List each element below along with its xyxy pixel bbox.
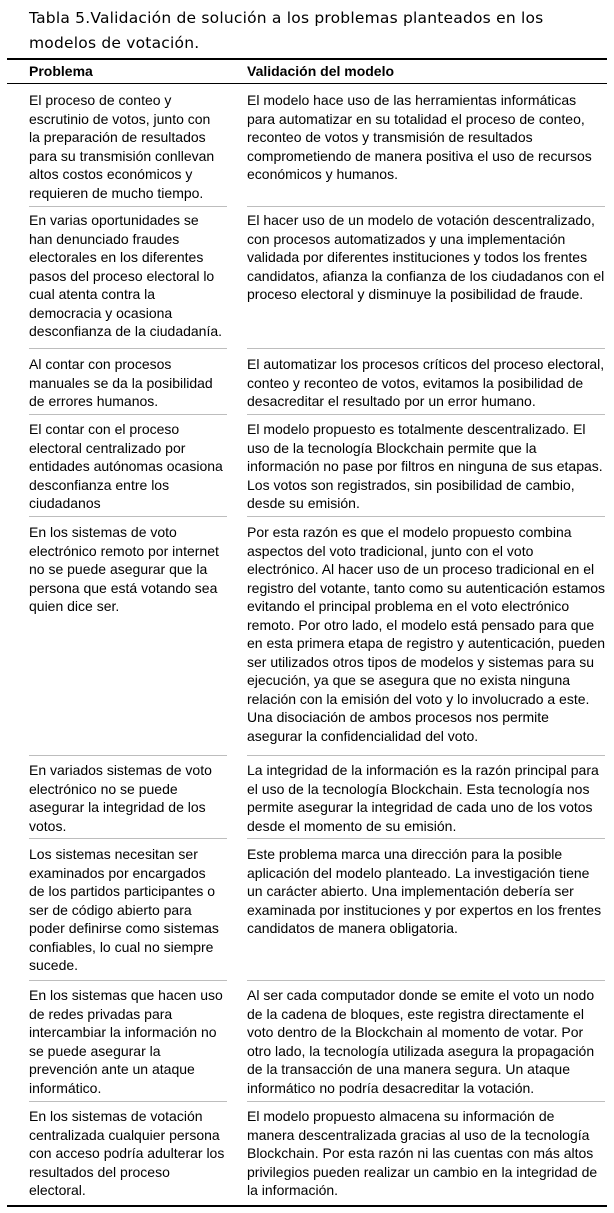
row-separator [247, 414, 605, 415]
row-6-problem: En variados sistemas de voto electrónico no se puede asegurar la integridad de los votos. [29, 762, 212, 834]
column-header-validation: Validación del modelo [247, 63, 395, 79]
header-bottom-rule [7, 83, 607, 84]
row-separator [247, 206, 605, 207]
row-7-problem: Los sistemas necesitan ser examinados por encargados de los partidos participantes o ser de código abierto para poder definirse como sistemas confiables, lo cual no siempre sucede. [29, 846, 219, 973]
row-separator [29, 348, 227, 349]
row-separator [247, 516, 605, 517]
row-3-validation: El automatizar los procesos críticos del proceso electoral, conteo y reconteo de votos, evitamos la posibilidad de desacreditar el resultado por un error humano. [247, 356, 605, 409]
row-separator [29, 516, 227, 517]
row-separator [29, 838, 227, 839]
table-bottom-rule [7, 1205, 607, 1207]
row-4-validation: El modelo propuesto es totalmente descentralizado. El uso de la tecnología Blockchain permite que la información no pase por filtros en ninguna de sus etapas. Los votos son registrados, sin posibilidad de cambio, desde su emisión. [247, 421, 603, 511]
row-separator [247, 1101, 605, 1102]
row-1-problem: El proceso de conteo y escrutinio de votos, junto con la preparación de resultados para su transmisión conllevan altos costos económicos y requieren de mucho tiempo. [29, 92, 215, 201]
row-4-problem: El contar con el proceso electoral centralizado por entidades autónomas ocasiona desconfianza entre los ciudadanos [29, 421, 223, 511]
row-7-validation: Este problema marca una dirección para la posible aplicación del modelo planteado. La investigación tiene un carácter abierto. Una implementación debería ser examinada por instituciones y por expertos en los frentes candidatos de manera obligatoria. [247, 846, 602, 936]
row-9-validation: El modelo propuesto almacena su información de manera descentralizada gracias al uso de la tecnología Blockchain. Por esta razón ni las cuentas con más altos privilegios pueden realizar un cambio en la integridad de la información. [247, 1108, 598, 1198]
table-caption: Tabla 5.Validación de solución a los problemas planteados en los modelos de votación. [29, 9, 544, 52]
column-header-problem: Problema [29, 63, 93, 79]
row-separator [247, 755, 605, 756]
row-separator [29, 206, 227, 207]
row-5-problem: En los sistemas de voto electrónico remoto por internet no se puede asegurar que la persona que está votando sea quien dice ser. [29, 524, 219, 614]
row-6-validation: La integridad de la información es la razón principal para el uso de la tecnología Blockchain. Esta tecnología nos permite asegurar la integridad de cada uno de los votos desde el momento de su emisión. [247, 762, 599, 834]
row-separator [29, 414, 227, 415]
row-separator [29, 980, 227, 981]
row-8-problem: En los sistemas que hacen uso de redes privadas para intercambiar la información no se puede asegurar la prevención ante un ataque informático. [29, 987, 223, 1096]
row-separator [247, 348, 605, 349]
row-1-validation: El modelo hace uso de las herramientas informáticas para automatizar en su totalidad el proceso de conteo, reconteo de votos y transmisión de resultados comprometiendo de manera positiva el uso de recursos económicos y humanos. [247, 92, 592, 182]
row-separator [247, 980, 605, 981]
row-separator [29, 1101, 227, 1102]
row-2-problem: En varias oportunidades se han denunciado fraudes electorales en los diferentes pasos del proceso electoral lo cual atenta contra la democracia y ocasiona desconfianza de la ciudadanía. [29, 212, 223, 339]
row-8-validation: Al ser cada computador donde se emite el voto un nodo de la cadena de bloques, este registra directamente el voto dentro de la Blockchain al momento de votar. Por otro lado, la tecnología utilizada asegura la propagación de la transacción de una manera segura. Un ataque informático no podría desacreditar la votación. [247, 987, 595, 1096]
row-9-problem: En los sistemas de votación centralizada cualquier persona con acceso podría adulterar los resultados del proceso electoral. [29, 1108, 225, 1198]
header-top-rule [7, 58, 607, 60]
row-separator [247, 838, 605, 839]
row-2-validation: El hacer uso de un modelo de votación descentralizado, con procesos automatizados y una implementación validada por diferentes instituciones y todos los frentes candidatos, afianza la confianza de los ciudadanos con el proceso electoral y disminuye la posibilidad de fraude. [247, 212, 605, 302]
row-separator [29, 755, 227, 756]
row-5-validation: Por esta razón es que el modelo propuesto combina aspectos del voto tradicional, junto con el voto electrónico. Al hacer uso de un proceso tradicional en el registro del votante, tanto como su autenticación estamos evitando el principal problema en el voto electrónico remoto. Por otro lado, el modelo está pensado para que en esta primera etapa de registro y autenticación, pueden ser utilizados otros tipos de modelos y sistemas para su ejecución, ya que se asegura que no exista ninguna relación con la emisión del voto y lo involucrado a este. Una disociación de ambos procesos nos permite asegurar la confidencialidad del voto. [247, 524, 606, 744]
row-3-problem: Al contar con procesos manuales se da la posibilidad de errores humanos. [29, 356, 213, 409]
